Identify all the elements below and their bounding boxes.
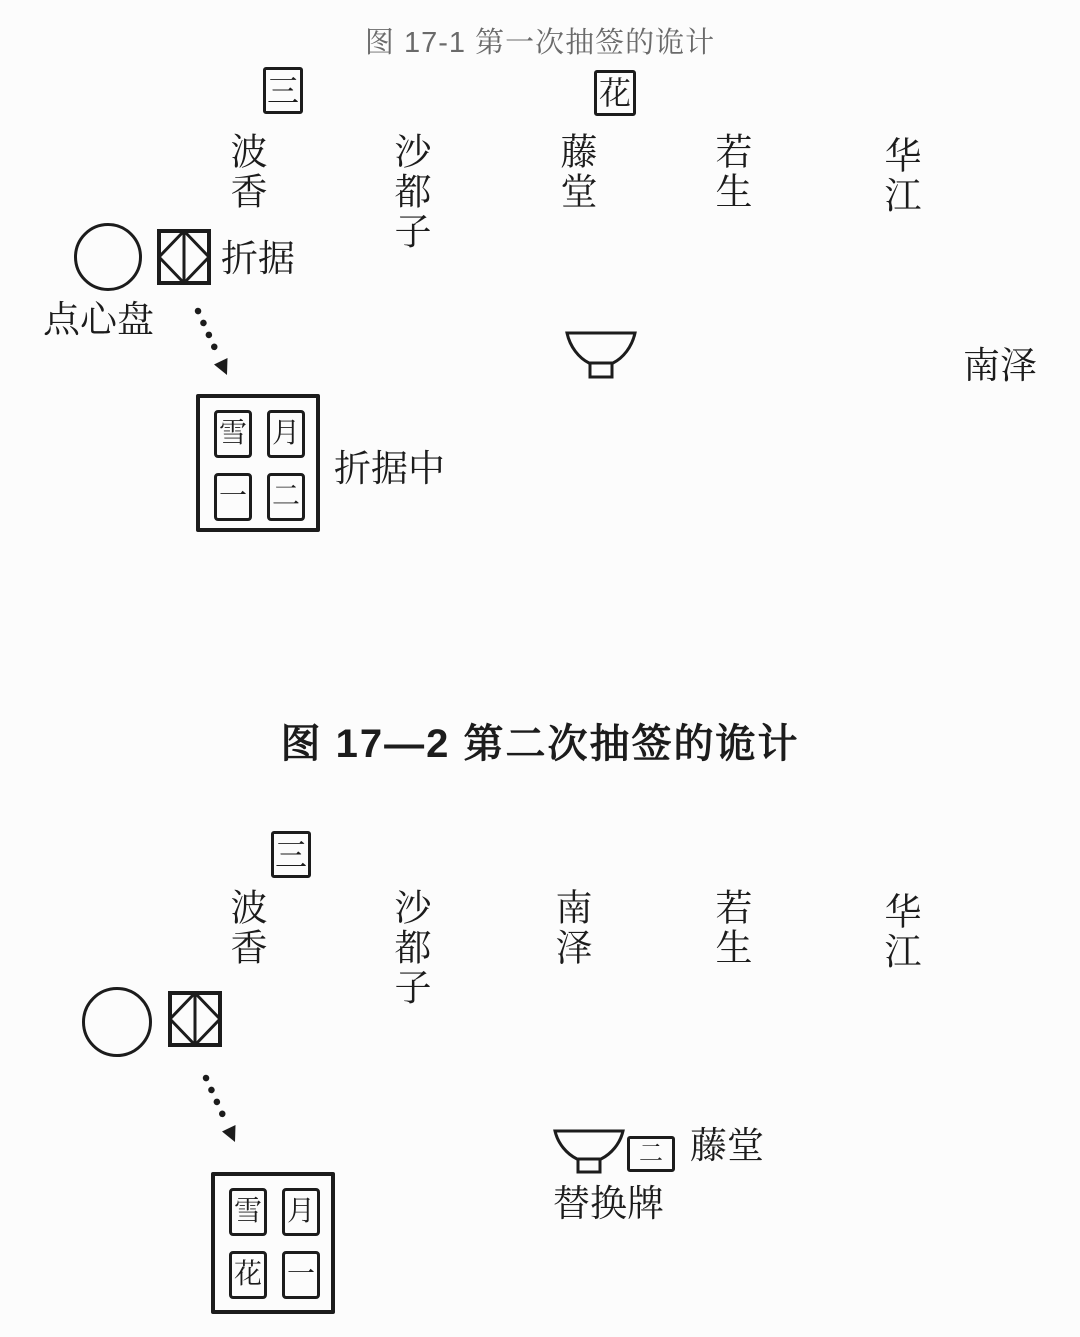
- dotted-arrow-icon: [196, 1070, 248, 1152]
- figure1-title: 图 17-1 第一次抽签的诡计: [364, 27, 716, 59]
- folded-paper-icon: [166, 989, 224, 1049]
- figure1-player-shaduzi: 沙都子: [388, 132, 429, 252]
- figure1-player-tengtang: 藤堂: [554, 132, 595, 212]
- box-card-flower: 花: [229, 1251, 267, 1299]
- figure1-lot-card-three: 三: [263, 67, 303, 114]
- figure2-title: 图 17—2 第二次抽签的诡计: [280, 722, 800, 766]
- box-card-snow: 雪: [229, 1188, 267, 1236]
- teacup-bowl-icon: [552, 1128, 626, 1178]
- box-card-one: 一: [214, 473, 252, 521]
- teacup-bowl-icon: [564, 330, 638, 383]
- snack-plate-icon: [82, 987, 152, 1057]
- figure1-player-huajiang: 华江: [878, 136, 919, 216]
- box-card-one: 一: [282, 1251, 320, 1299]
- figure2-player-huajiang: 华江: [878, 892, 919, 972]
- folded-paper-label: 折据: [221, 239, 295, 280]
- folded-paper-box: [211, 1172, 335, 1314]
- box-card-snow: 雪: [214, 410, 252, 458]
- figure1-player-nanze: 南泽: [963, 346, 1037, 387]
- snack-plate-icon: [74, 223, 142, 291]
- box-card-moon: 月: [267, 410, 305, 458]
- figure1-player-ruosheng: 若生: [709, 132, 750, 212]
- snack-plate-label: 点心盘: [43, 300, 154, 341]
- figure2-player-ruosheng: 若生: [709, 888, 750, 968]
- figure2-player-nanze: 南泽: [549, 888, 590, 968]
- replacement-card-two: 二: [627, 1136, 675, 1172]
- figure2-lot-card-three: 三: [271, 831, 311, 878]
- figure1-lot-card-flower: 花: [594, 70, 636, 116]
- replacement-label: 替换牌: [553, 1184, 664, 1225]
- folded-paper-box: [196, 394, 320, 532]
- dotted-arrow-icon: [188, 303, 240, 385]
- box-card-moon: 月: [282, 1188, 320, 1236]
- folded-paper-icon: [156, 227, 212, 287]
- figure1-player-boxiang: 波香: [224, 132, 265, 212]
- replacement-owner-label: 藤堂: [690, 1126, 764, 1167]
- folded-paper-box-label: 折据中: [334, 449, 445, 490]
- box-card-two: 二: [267, 473, 305, 521]
- figure2-player-shaduzi: 沙都子: [388, 888, 429, 1008]
- figure2-player-boxiang: 波香: [224, 888, 265, 968]
